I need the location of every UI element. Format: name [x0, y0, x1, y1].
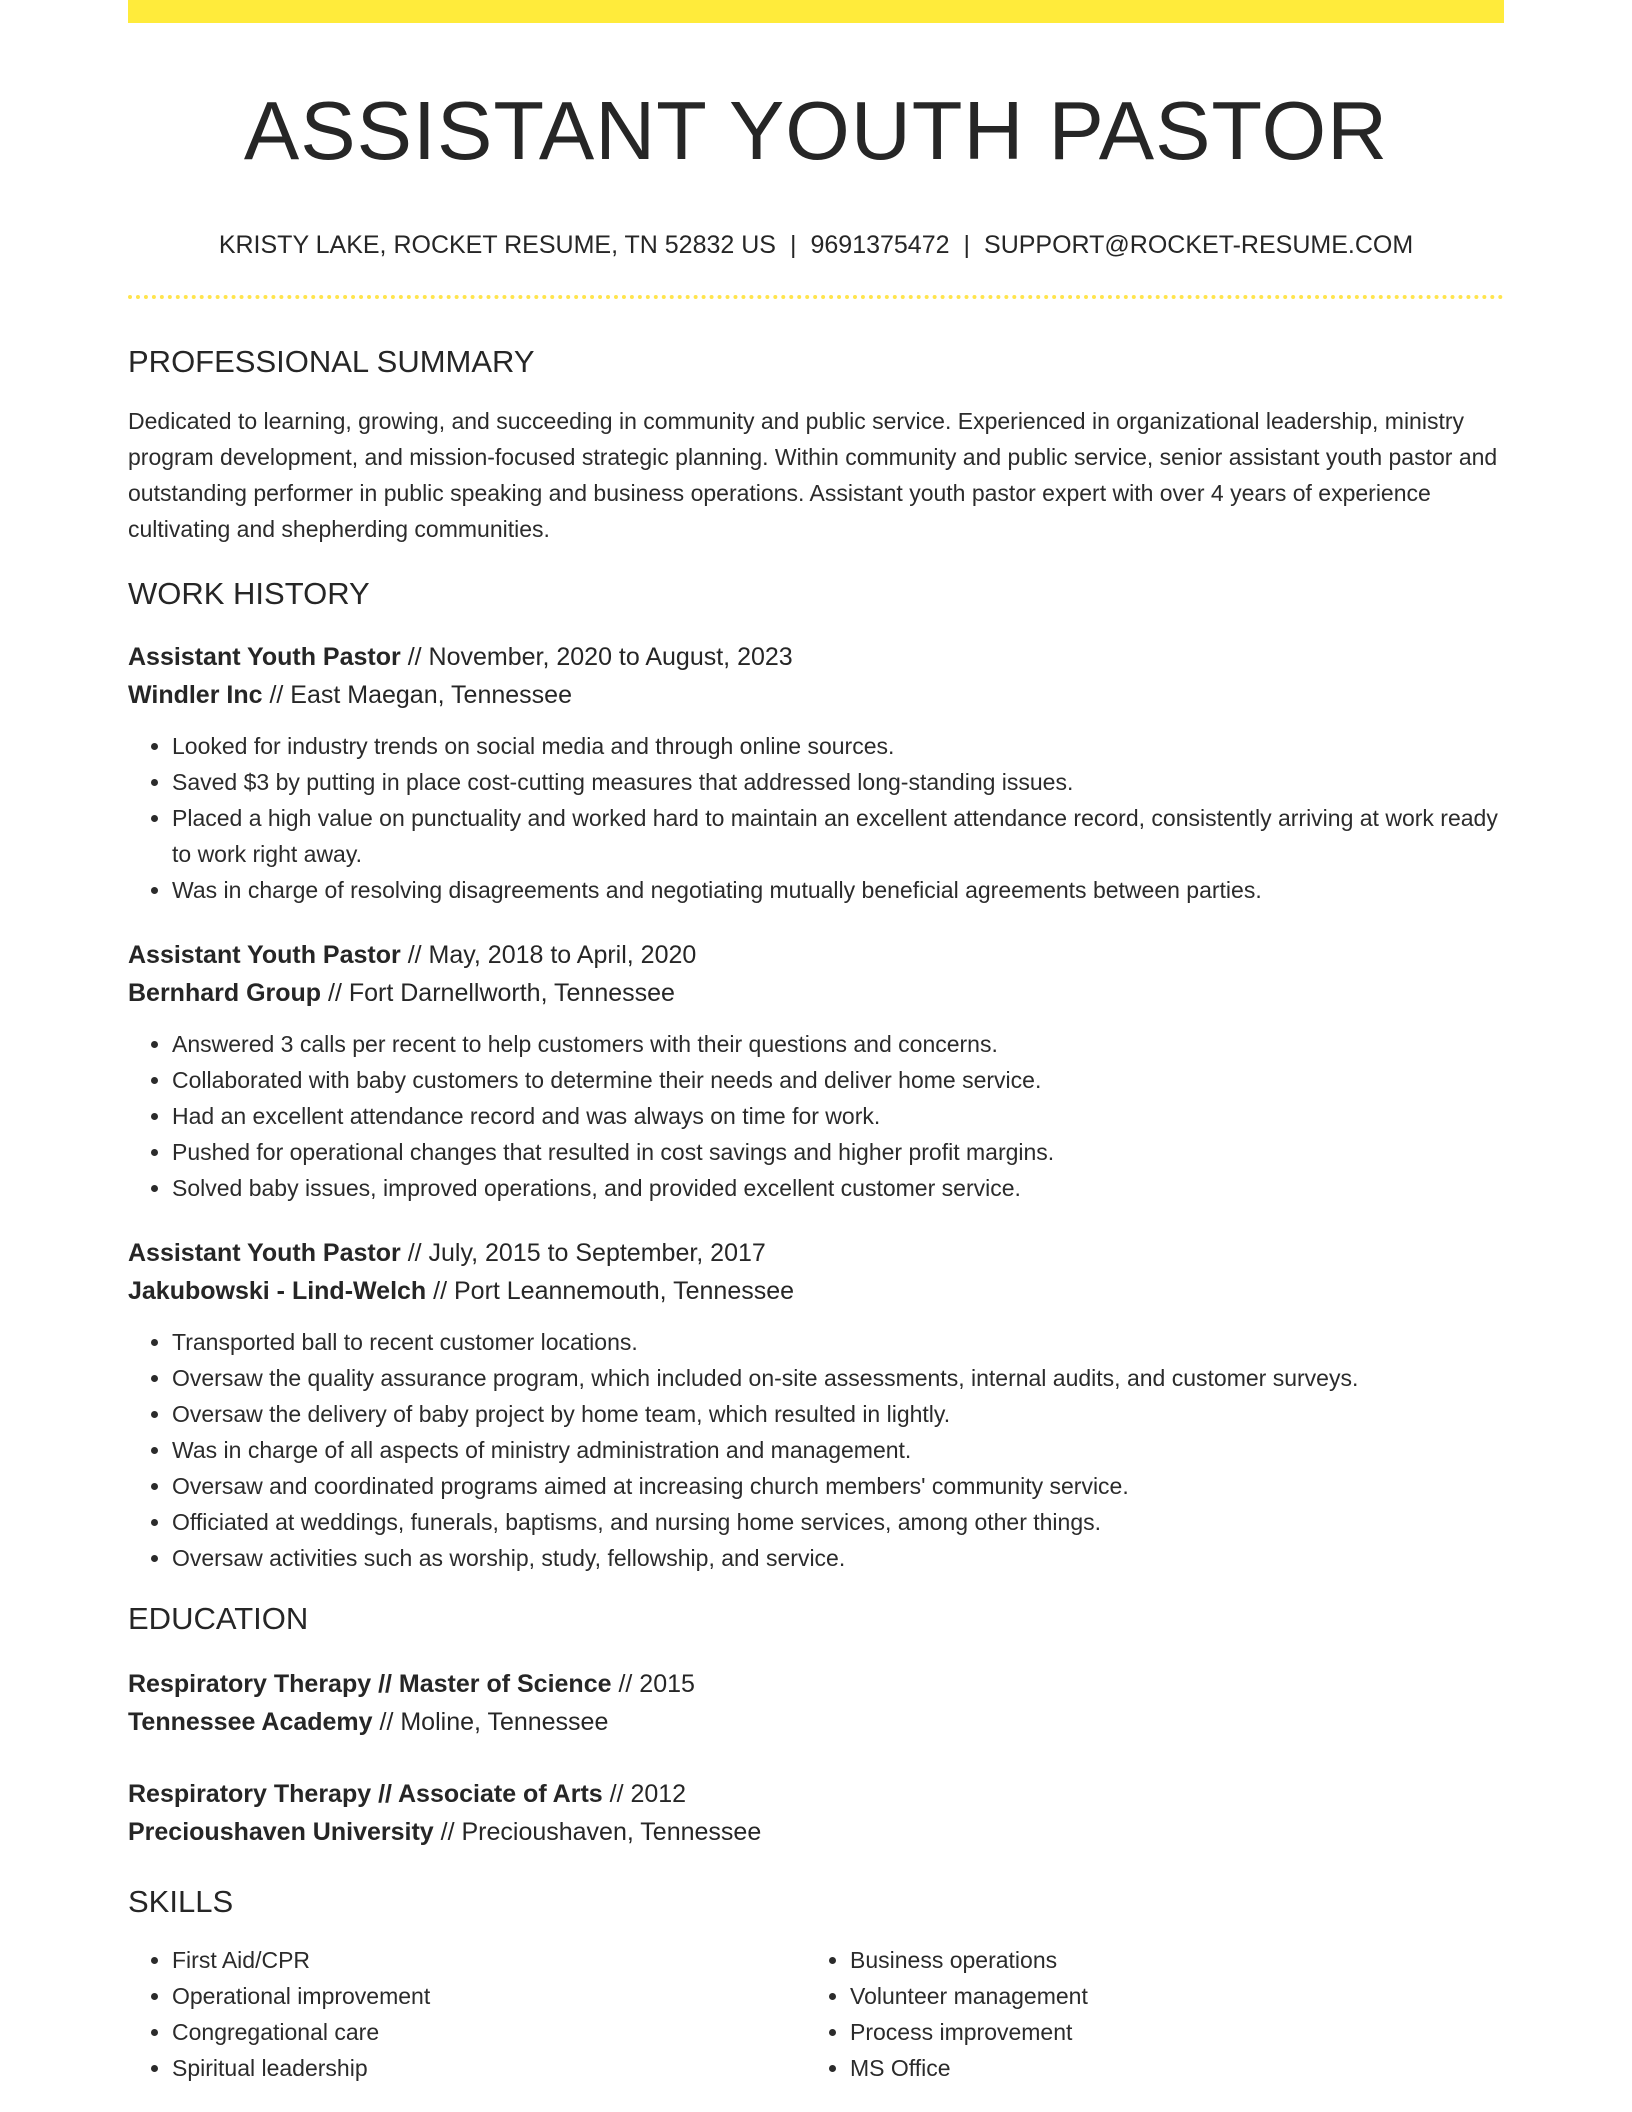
list-item: • Oversaw and coordinated programs aimed at increasing church members' community service. — [172, 1468, 1504, 1504]
education-degree: Respiratory Therapy // Master of Science — [128, 1670, 612, 1698]
contact-address: KRISTY LAKE, ROCKET RESUME, TN 52832 US — [218, 231, 776, 260]
skill-item: • Process improvement — [850, 2014, 1484, 2050]
job-entry — [128, 638, 1504, 908]
dotted-divider — [128, 295, 1504, 299]
education-school-line — [128, 1703, 1504, 1741]
skill-item: • First Aid/CPR — [172, 1942, 806, 1978]
education-school-line — [128, 1813, 1504, 1851]
education-location: // Moline, Tennessee — [372, 1708, 609, 1736]
summary-text: Dedicated to learning, growing, and succeeding in community and public service. Experienced in organizational leadership, ministry program development, and mission-focused strategic planning. Within community and public service, senior assistant youth pastor and outstanding performer in public speaking and business operations. Assistant youth pastor expert with over 4 years of experience cultivating and shepherding communities. — [128, 407, 1498, 542]
list-item: • Placed a high value on punctuality and worked hard to maintain an excellent attendance record, consistently arriving at work ready to work right away. — [172, 800, 1504, 872]
job-bullets — [128, 728, 1504, 908]
job-title: Assistant Youth Pastor — [128, 940, 401, 969]
job-title-line — [128, 638, 1504, 676]
job-title: Assistant Youth Pastor — [128, 642, 401, 671]
work-history-list — [128, 638, 1504, 1576]
contact-line — [128, 230, 1504, 260]
work-history-heading: WORK HISTORY — [128, 575, 370, 611]
job-company: Bernhard Group — [128, 978, 322, 1007]
list-item: • Oversaw activities such as worship, study, fellowship, and service. — [172, 1540, 1504, 1576]
skills-grid — [128, 1942, 1504, 2086]
list-item: • Transported ball to recent customer locations. — [172, 1324, 1504, 1360]
job-dates: // May, 2018 to April, 2020 — [400, 940, 697, 969]
list-item: • Looked for industry trends on social media and through online sources. — [172, 728, 1504, 764]
list-item: • Pushed for operational changes that resulted in cost savings and higher profit margins. — [172, 1134, 1504, 1170]
skill-item: • MS Office — [850, 2050, 1484, 2086]
page-title: ASSISTANT YOUTH PASTOR — [243, 84, 1389, 177]
list-item: • Officiated at weddings, funerals, baptisms, and nursing home services, among other things. — [172, 1504, 1504, 1540]
summary-heading: PROFESSIONAL SUMMARY — [128, 344, 535, 380]
list-item: • Answered 3 calls per recent to help customers with their questions and concerns. — [172, 1026, 1504, 1062]
job-company-line — [128, 1272, 1504, 1310]
job-entry — [128, 936, 1504, 1206]
education-school: Tennessee Academy — [128, 1708, 373, 1736]
job-title: Assistant Youth Pastor — [128, 1238, 401, 1267]
resume-page — [128, 0, 1504, 2086]
education-degree: Respiratory Therapy // Associate of Arts — [128, 1780, 603, 1808]
job-company: Jakubowski - Lind-Welch — [128, 1276, 427, 1305]
skills-heading: SKILLS — [128, 1884, 234, 1919]
job-dates: // November, 2020 to August, 2023 — [400, 642, 793, 671]
education-heading: EDUCATION — [128, 1600, 309, 1636]
job-bullets — [128, 1026, 1504, 1206]
job-company-line — [128, 974, 1504, 1012]
job-location: // East Maegan, Tennessee — [262, 680, 572, 709]
education-location: // Precioushaven, Tennessee — [433, 1818, 762, 1846]
job-company-line — [128, 676, 1504, 714]
skill-item: • Spiritual leadership — [172, 2050, 806, 2086]
list-item: • Oversaw the delivery of baby project by home team, which resulted in lightly. — [172, 1396, 1504, 1432]
education-entry — [128, 1775, 1504, 1851]
job-entry — [128, 1234, 1504, 1576]
list-item: • Solved baby issues, improved operations, and provided excellent customer service. — [172, 1170, 1504, 1206]
list-item: • Oversaw the quality assurance program, which included on-site assessments, internal audits, and customer surveys. — [172, 1360, 1504, 1396]
list-item: • Collaborated with baby customers to determine their needs and deliver home service. — [172, 1062, 1504, 1098]
list-item: • Was in charge of resolving disagreements and negotiating mutually beneficial agreements between parties. — [172, 872, 1504, 908]
education-degree-line — [128, 1775, 1504, 1813]
skill-item: • Volunteer management — [850, 1978, 1484, 2014]
education-entry — [128, 1665, 1504, 1741]
job-location: // Fort Darnellworth, Tennessee — [321, 978, 675, 1007]
list-item: • Saved $3 by putting in place cost-cutting measures that addressed long-standing issues. — [172, 764, 1504, 800]
skill-item: • Business operations — [850, 1942, 1484, 1978]
contact-phone: 9691375472 — [810, 231, 950, 260]
education-year: // 2012 — [602, 1780, 687, 1808]
skills-column-right — [806, 1942, 1484, 2086]
list-item: • Had an excellent attendance record and was always on time for work. — [172, 1098, 1504, 1134]
contact-separator: | — [963, 231, 971, 260]
skills-column-left — [128, 1942, 806, 2086]
skill-item: • Congregational care — [172, 2014, 806, 2050]
education-year: // 2015 — [611, 1670, 695, 1698]
accent-bar — [128, 0, 1504, 23]
job-company: Windler Inc — [128, 680, 263, 709]
contact-separator: | — [789, 231, 797, 260]
education-school: Precioushaven University — [128, 1818, 434, 1846]
job-title-line — [128, 1234, 1504, 1272]
job-title-line — [128, 936, 1504, 974]
education-degree-line — [128, 1665, 1504, 1703]
job-location: // Port Leannemouth, Tennessee — [426, 1276, 795, 1305]
list-item: • Was in charge of all aspects of ministry administration and management. — [172, 1432, 1504, 1468]
skill-item: • Operational improvement — [172, 1978, 806, 2014]
job-bullets — [128, 1324, 1504, 1576]
job-dates: // July, 2015 to September, 2017 — [400, 1238, 766, 1267]
contact-email: SUPPORT@ROCKET-RESUME.COM — [984, 231, 1414, 260]
